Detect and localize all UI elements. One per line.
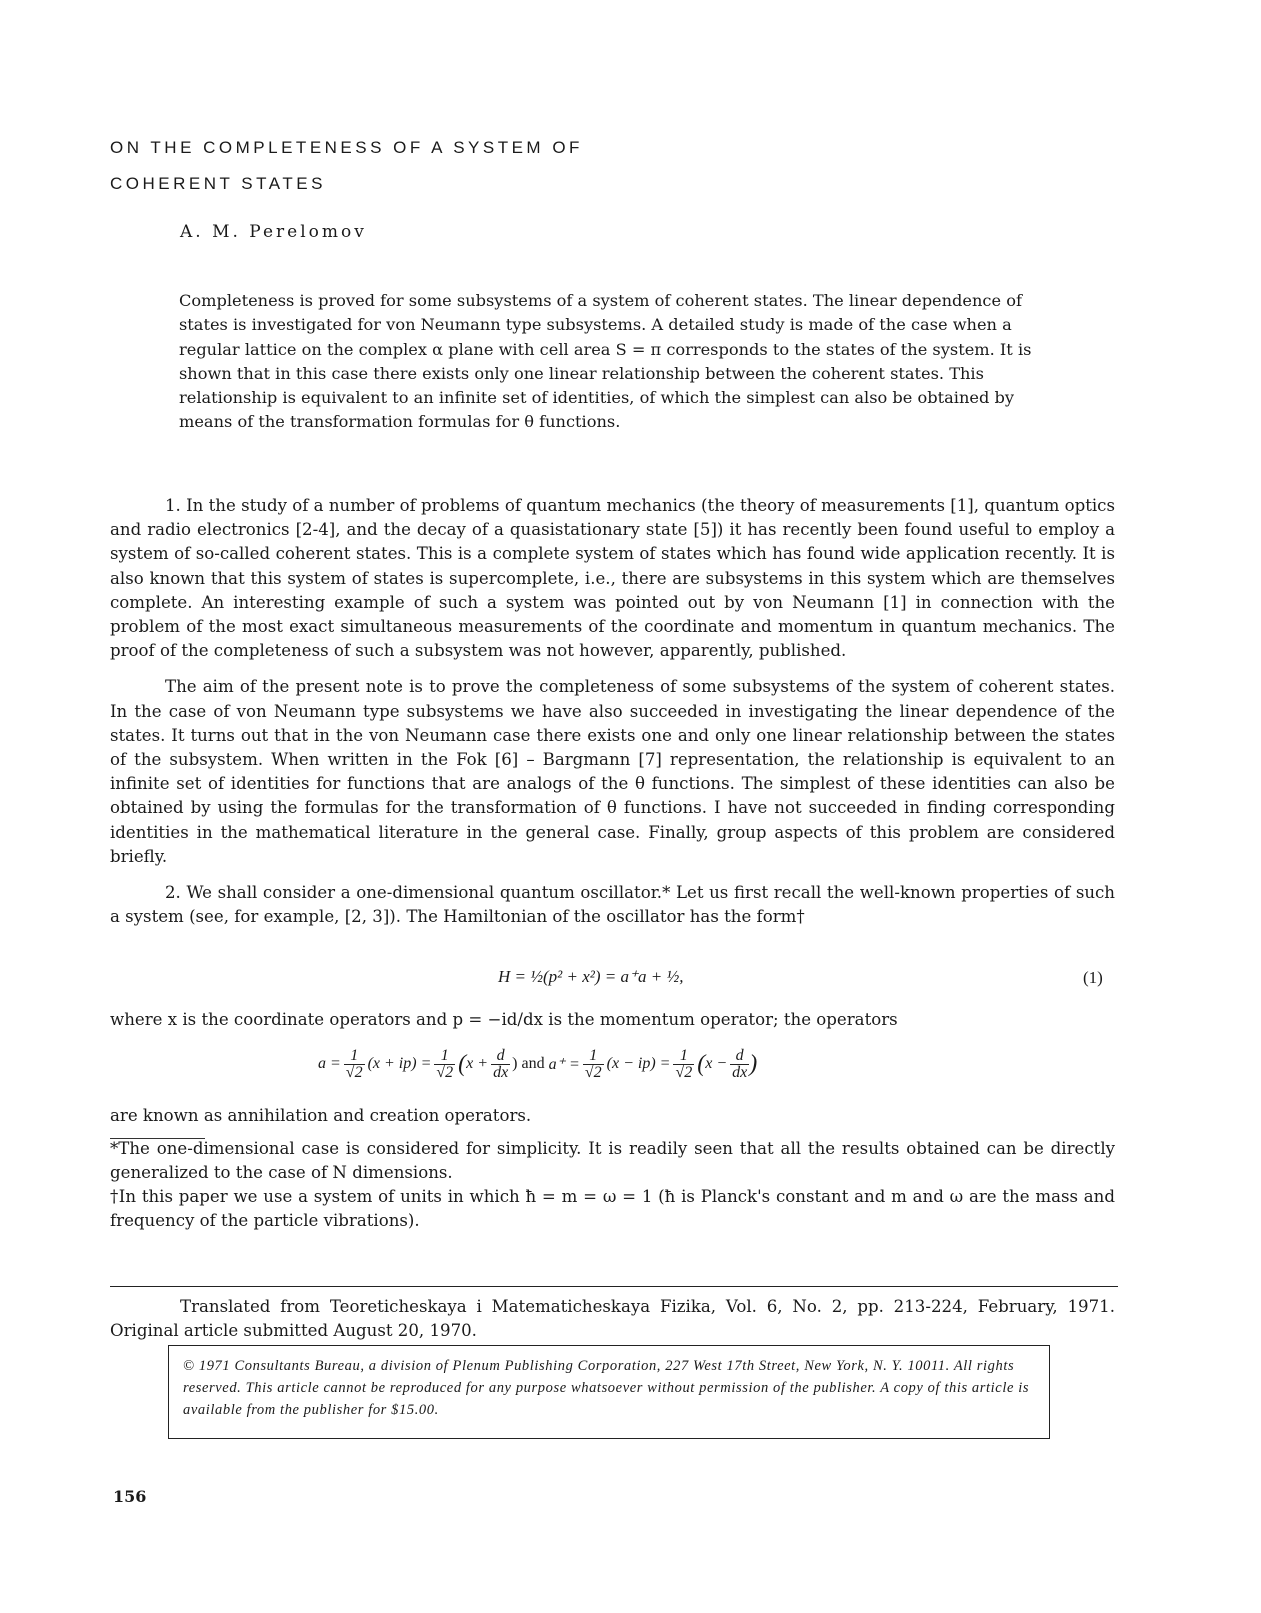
- equation-1-number: (1): [1083, 968, 1103, 987]
- equation-2: [318, 1040, 757, 1088]
- paragraph-1: 1. In the study of a number of problems of quantum mechanics (the theory of measurements [1], quantum optics and radio electronics [2-4], and the decay of a quasistationary state [5]) it has recently been found useful to employ a system of so-called coherent states. This is a complete system of states which has found wide application recently. It is also known that this system of states is supercomplete, i.e., there are subsystems in this system which are themselves complete. An interesting example of such a system was pointed out by von Neumann [1] in connection with the problem of the most exact simultaneous measurements of the coordinate and momentum in quantum mechanics. The proof of the completeness of such a subsystem was not however, apparently, published.: [110, 496, 1115, 661]
- paragraph-3: 2. We shall consider a one-dimensional quantum oscillator.* Let us first recall the well-known properties of such a system (see, for example, [2, 3]). The Hamiltonian of the oscillator has the form†: [110, 883, 1115, 927]
- eq2-open-paren-2: (: [697, 1050, 706, 1077]
- bottom-rule: [110, 1286, 1118, 1287]
- body-section-3: [110, 1104, 1115, 1128]
- eq2-frac-ddx-1: [491, 1048, 510, 1081]
- eq2-frac-3-num: 1: [583, 1048, 604, 1065]
- eq2-frac-3: [583, 1048, 604, 1081]
- eq2-adag-lhs: a⁺ =: [548, 1056, 580, 1073]
- eq2-frac-1: [344, 1048, 365, 1081]
- eq2-dx-1: dx: [493, 1063, 509, 1081]
- eq2-d-2: d: [730, 1048, 749, 1065]
- eq2-frac-2-num: 1: [434, 1048, 455, 1065]
- author: A. M. Perelomov: [180, 222, 367, 242]
- footnotes: [110, 1137, 1115, 1233]
- eq2-d-1: d: [491, 1048, 510, 1065]
- title-line-2: COHERENT STATES: [110, 174, 326, 193]
- equation-1: H = ½(p² + x²) = a⁺a + ½,: [498, 967, 684, 986]
- eq2-mid-2: (x − ip) =: [606, 1055, 671, 1072]
- eq2-frac-1-num: 1: [344, 1048, 365, 1065]
- eq2-open-paren-1: (: [458, 1050, 467, 1077]
- eq2-frac-4: [673, 1048, 694, 1081]
- footnote-2: †In this paper we use a system of units in which ħ = m = ω = 1 (ħ is Planck's constant and m and ω are the mass and frequency of the particle vibrations).: [110, 1187, 1115, 1230]
- footnote-1: *The one-dimensional case is considered for simplicity. It is readily seen that all the results obtained can be directly generalized to the case of N dimensions.: [110, 1139, 1115, 1182]
- eq2-dx-2: dx: [732, 1063, 748, 1081]
- eq2-x-plus: x +: [466, 1055, 489, 1072]
- translation-note: [110, 1295, 1115, 1343]
- title-line-1: ON THE COMPLETENESS OF A SYSTEM OF: [110, 138, 583, 157]
- body-section-1: [110, 494, 1115, 929]
- eq2-frac-1-den: √2: [345, 1063, 363, 1081]
- eq2-frac-ddx-2: [730, 1048, 749, 1081]
- eq2-close-and: ) and: [512, 1055, 545, 1072]
- eq2-x-minus: x −: [705, 1055, 728, 1072]
- paragraph-5: are known as annihilation and creation operators.: [110, 1106, 532, 1125]
- body-section-2: [110, 1008, 1115, 1032]
- eq2-frac-4-num: 1: [673, 1048, 694, 1065]
- eq2-mid-1: (x + ip) =: [367, 1055, 432, 1072]
- eq2-frac-2-den: √2: [436, 1063, 454, 1081]
- eq2-close-paren: ): [749, 1050, 758, 1077]
- eq2-frac-4-den: √2: [675, 1063, 693, 1081]
- copyright-box: [168, 1345, 1050, 1439]
- eq2-frac-3-den: √2: [584, 1063, 602, 1081]
- eq2-a-lhs: a =: [318, 1055, 341, 1072]
- abstract: Completeness is proved for some subsystems of a system of coherent states. The linear dependence of states is investigated for von Neumann type subsystems. A detailed study is made of the case when a regular lattice on the complex α plane with cell area S = π corresponds to the states of the system. It is shown that in this case there exists only one linear relationship between the coherent states. This relationship is equivalent to an infinite set of identities, of which the simplest can also be obtained by means of the transformation formulas for θ functions.: [179, 291, 1032, 432]
- eq2-frac-2: [434, 1048, 455, 1081]
- paragraph-4: where x is the coordinate operators and p = −id/dx is the momentum operator; the operators: [110, 1010, 898, 1029]
- paragraph-2: The aim of the present note is to prove the completeness of some subsystems of the system of coherent states. In the case of von Neumann type subsystems we have also succeeded in investigating the linear dependence of the states. It turns out that in the von Neumann case there exists one and only one linear relationship between the states of the subsystem. When written in the Fok [6] – Bargmann [7] representation, the relationship is equivalent to an infinite set of identities for functions that are analogs of the θ functions. The simplest of these identities can also be obtained by using the formulas for the transformation of θ functions. I have not succeeded in finding corresponding identities in the mathematical literature in the general case. Finally, group aspects of this problem are considered briefly.: [110, 677, 1115, 866]
- copyright-text: © 1971 Consultants Bureau, a division of Plenum Publishing Corporation, 227 West 17th Street, New York, N. Y. 10011. All rights reserved. This article cannot be reproduced for any purpose whatsoever without permission of the publisher. A copy of this article is available from the publisher for $15.00.: [183, 1358, 1030, 1418]
- page-number: 156: [113, 1487, 147, 1506]
- translation-text: Translated from Teoreticheskaya i Matematicheskaya Fizika, Vol. 6, No. 2, pp. 213-224, February, 1971. Original article submitted August 20, 1970.: [110, 1297, 1115, 1340]
